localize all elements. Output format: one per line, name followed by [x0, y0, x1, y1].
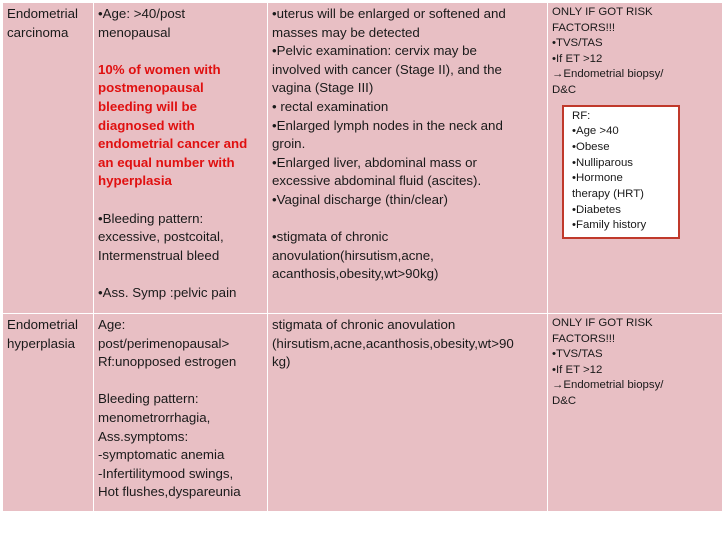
investigation-line: •If ET >12 — [552, 363, 603, 376]
highlight-line: an equal number with — [98, 154, 235, 170]
bleeding-line: -Infertilitymood swings, — [98, 465, 234, 481]
exam-line: involved with cancer (Stage II), and the — [272, 61, 502, 77]
risk-factor-line: •Diabetes — [572, 203, 621, 216]
condition-cell — [3, 314, 94, 512]
age-line: post/perimenopausal> — [98, 335, 230, 351]
exam-line: • rectal examination — [272, 98, 389, 114]
table-row-hyperplasia — [3, 314, 723, 512]
risk-factor-line: •Age >40 — [572, 125, 619, 138]
investigation-line: •TVS/TAS — [552, 348, 603, 361]
investigation-line: •If ET >12 — [552, 52, 603, 65]
highlight-line: hyperplasia — [98, 173, 172, 189]
investigation-line: D&C — [552, 83, 577, 96]
bleeding-line: Bleeding pattern: — [98, 391, 199, 407]
bleeding-line: excessive, postcoital, — [98, 229, 224, 245]
investigation-line: •TVS/TAS — [552, 37, 603, 50]
stigmata-line: anovulation(hirsutism,acne, — [272, 247, 434, 263]
exam-line: •Enlarged lymph nodes in the neck and — [272, 117, 503, 133]
exam-line: groin. — [272, 136, 306, 152]
condition-name-line: carcinoma — [7, 24, 69, 40]
investigation-cell — [548, 3, 723, 314]
risk-factor-line: therapy (HRT) — [572, 188, 644, 201]
investigation-line: FACTORS!!! — [552, 332, 616, 345]
risk-factor-line: RF: — [572, 109, 591, 122]
exam-line: masses may be detected — [272, 24, 420, 40]
bleeding-line: Intermenstrual bleed — [98, 247, 220, 263]
exam-line: stigmata of chronic anovulation — [272, 317, 456, 332]
condition-name-line: Endometrial — [7, 6, 78, 21]
stigmata-line: •stigmata of chronic — [272, 229, 389, 245]
exam-line: •Vaginal discharge (thin/clear) — [272, 191, 448, 207]
highlight-line: 10% of women with — [98, 61, 221, 77]
investigation-cell — [548, 314, 723, 512]
investigation-line: D&C — [552, 394, 577, 407]
bleeding-line: Hot flushes,dyspareunia — [98, 484, 241, 500]
symptoms-line: •Ass. Symp :pelvic pain — [98, 284, 237, 300]
age-line: Rf:unopposed estrogen — [98, 354, 237, 370]
exam-cell — [268, 314, 548, 512]
investigation-line: FACTORS!!! — [552, 21, 616, 34]
age-line: menopausal — [98, 24, 171, 40]
risk-factor-line: •Family history — [572, 219, 647, 232]
highlight-line: diagnosed with — [98, 117, 195, 133]
history-cell — [94, 314, 268, 512]
bleeding-line: •Bleeding pattern: — [98, 210, 204, 226]
investigation-line: ONLY IF GOT RISK — [552, 317, 653, 329]
risk-factor-line: •Hormone — [572, 172, 623, 185]
history-cell — [94, 3, 268, 314]
age-line: •Age: >40/post — [98, 6, 186, 21]
exam-line: •uterus will be enlarged or softened and — [272, 6, 506, 21]
comparison-table — [2, 2, 723, 512]
condition-name-line: hyperplasia — [7, 335, 76, 351]
exam-line: kg) — [272, 354, 291, 370]
investigation-line: →Endometrial biopsy/ — [552, 68, 664, 81]
bleeding-line: -symptomatic anemia — [98, 447, 225, 463]
highlight-line: bleeding will be — [98, 98, 197, 114]
condition-cell — [3, 3, 94, 314]
exam-line: vagina (Stage III) — [272, 80, 374, 96]
exam-line: excessive abdominal fluid (ascites). — [272, 173, 482, 189]
risk-factor-line: •Nulliparous — [572, 156, 633, 169]
bleeding-line: menometrorrhagia, — [98, 409, 211, 425]
highlight-line: endometrial cancer and — [98, 136, 248, 152]
condition-name-line: Endometrial — [7, 317, 78, 332]
exam-line: •Enlarged liver, abdominal mass or — [272, 154, 477, 170]
highlight-line: postmenopausal — [98, 80, 204, 96]
bleeding-line: Ass.symptoms: — [98, 428, 189, 444]
investigation-line: →Endometrial biopsy/ — [552, 379, 664, 392]
stigmata-line: acanthosis,obesity,wt>90kg) — [272, 266, 439, 282]
table-row-carcinoma — [3, 3, 723, 314]
exam-line: •Pelvic examination: cervix may be — [272, 43, 477, 59]
exam-cell — [268, 3, 548, 314]
investigation-line: ONLY IF GOT RISK — [552, 6, 653, 18]
exam-line: (hirsutism,acne,acanthosis,obesity,wt>90 — [272, 335, 514, 351]
age-line: Age: — [98, 317, 126, 332]
risk-factors-box — [562, 105, 680, 240]
risk-factor-line: •Obese — [572, 140, 610, 153]
